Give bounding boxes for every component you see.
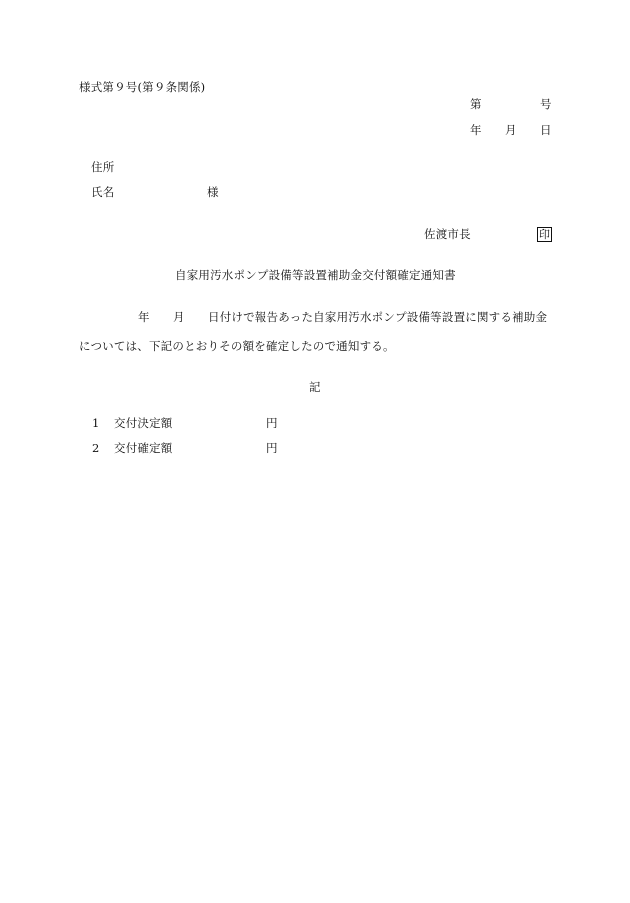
address-label: 住所 — [91, 160, 115, 174]
form-id: 様式第９号(第９条関係) — [79, 80, 206, 94]
doc-date-year: 年 — [470, 123, 482, 137]
issuer-title: 佐渡市長 — [424, 227, 471, 241]
item-unit: 円 — [266, 441, 278, 455]
item-label: 交付確定額 — [114, 441, 173, 455]
name-label: 氏名 — [91, 185, 115, 199]
item-label: 交付決定額 — [114, 416, 173, 430]
item-number: 1 — [92, 416, 100, 430]
doc-date-month: 月 — [505, 123, 517, 137]
body-line1: 日付けで報告あった自家用汚水ポンプ設備等設置に関する補助金 — [208, 310, 548, 324]
document-title: 自家用汚水ポンプ設備等設置補助金交付額確定通知書 — [175, 268, 456, 282]
honorific: 様 — [207, 185, 219, 199]
body-year: 年 — [138, 310, 150, 324]
doc-date-day: 日 — [540, 123, 552, 137]
seal-mark: 印 — [539, 228, 550, 241]
body-month: 月 — [173, 310, 185, 324]
doc-number-prefix: 第 — [470, 97, 482, 111]
doc-number-suffix: 号 — [540, 97, 552, 111]
ki-heading: 記 — [309, 380, 321, 394]
item-number: 2 — [92, 441, 100, 455]
body-line2: については、下記のとおりその額を確定したので通知する。 — [79, 339, 395, 353]
item-unit: 円 — [266, 416, 278, 430]
